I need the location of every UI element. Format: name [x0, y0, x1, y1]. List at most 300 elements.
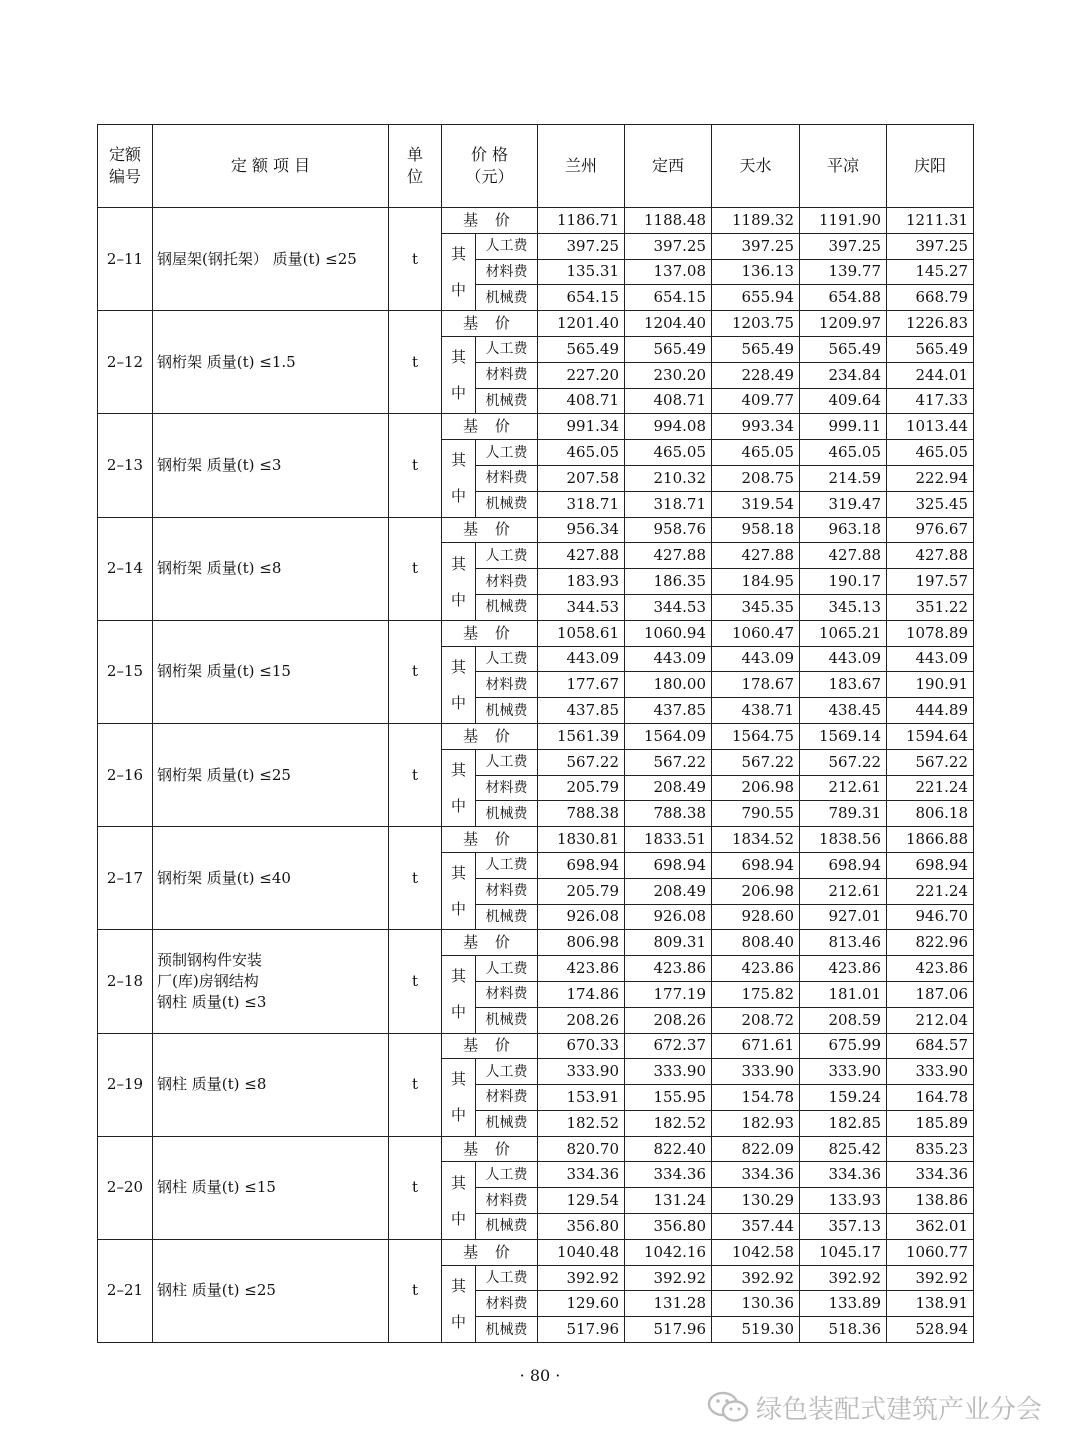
- material-cost-value: 187.06: [887, 981, 974, 1007]
- base-price-label: 基 价: [442, 827, 538, 853]
- base-price-value: 806.98: [538, 930, 625, 956]
- material-cost-value: 206.98: [712, 775, 800, 801]
- table-header-row: [98, 125, 974, 208]
- machine-cost-value: 438.45: [800, 698, 887, 724]
- labor-cost-value: 567.22: [800, 749, 887, 775]
- machine-cost-value: 351.22: [887, 594, 974, 620]
- labor-cost-value: 443.09: [625, 646, 712, 672]
- material-cost-value: 159.24: [800, 1085, 887, 1111]
- table-row: [98, 414, 974, 440]
- machine-cost-value: 345.13: [800, 594, 887, 620]
- labor-cost-value: 427.88: [887, 543, 974, 569]
- machine-cost-value: 319.47: [800, 491, 887, 517]
- base-price-value: 825.42: [800, 1136, 887, 1162]
- machine-cost-value: 927.01: [800, 904, 887, 930]
- wechat-icon: [706, 1390, 750, 1424]
- base-price-value: 1203.75: [712, 311, 800, 337]
- material-cost-value: 155.95: [625, 1085, 712, 1111]
- labor-cost-value: 392.92: [712, 1265, 800, 1291]
- labor-cost-value: 567.22: [712, 749, 800, 775]
- material-cost-value: 133.93: [800, 1188, 887, 1214]
- machine-cost-value: 408.71: [538, 388, 625, 414]
- base-price-value: 1058.61: [538, 620, 625, 646]
- header-unit: 单 位: [389, 125, 442, 208]
- quota-item-name-line: 钢桁架 质量(t) ≤40: [157, 868, 291, 887]
- base-price-label: 基 价: [442, 620, 538, 646]
- machine-cost-value: 926.08: [538, 904, 625, 930]
- material-cost-value: 190.91: [887, 672, 974, 698]
- quota-item-name-line: 钢屋架(钢托架） 质量(t) ≤25: [157, 249, 357, 268]
- quota-item-name-line: 厂(库)房钢结构: [157, 971, 259, 990]
- machine-cost-label: 机械费: [476, 388, 538, 414]
- labor-cost-value: 427.88: [538, 543, 625, 569]
- base-price-value: 956.34: [538, 517, 625, 543]
- quota-item-name: [153, 414, 389, 517]
- of-which-char: 中: [450, 693, 466, 712]
- labor-cost-value: 397.25: [887, 233, 974, 259]
- machine-cost-value: 344.53: [625, 594, 712, 620]
- labor-cost-value: 334.36: [538, 1162, 625, 1188]
- quota-code: 2–21: [98, 1239, 153, 1342]
- labor-cost-value: 334.36: [625, 1162, 712, 1188]
- material-cost-value: 186.35: [625, 569, 712, 595]
- machine-cost-value: 518.36: [800, 1317, 887, 1343]
- watermark-text: 绿色装配式建筑产业分会: [756, 1394, 1043, 1425]
- labor-cost-value: 392.92: [538, 1265, 625, 1291]
- machine-cost-label: 机械费: [476, 904, 538, 930]
- of-which-char: 其: [450, 864, 466, 883]
- base-price-value: 1045.17: [800, 1239, 887, 1265]
- base-price-value: 1830.81: [538, 827, 625, 853]
- machine-cost-value: 182.93: [712, 1110, 800, 1136]
- material-cost-value: 137.08: [625, 259, 712, 285]
- of-which-char: 其: [450, 1070, 466, 1089]
- quota-unit: t: [389, 827, 442, 930]
- labor-cost-value: 698.94: [800, 852, 887, 878]
- labor-cost-value: 423.86: [538, 956, 625, 982]
- base-price-value: 1191.90: [800, 208, 887, 234]
- labor-cost-value: 465.05: [800, 440, 887, 466]
- material-cost-value: 210.32: [625, 465, 712, 491]
- material-cost-value: 208.75: [712, 465, 800, 491]
- material-cost-label: 材料费: [476, 259, 538, 285]
- machine-cost-value: 654.88: [800, 285, 887, 311]
- quota-item-name-line: 预制钢构件安装: [157, 950, 263, 969]
- material-cost-value: 208.49: [625, 775, 712, 801]
- material-cost-value: 183.93: [538, 569, 625, 595]
- of-which-char: 中: [450, 280, 466, 299]
- labor-cost-value: 565.49: [625, 336, 712, 362]
- base-price-value: 1065.21: [800, 620, 887, 646]
- quota-item-name: [153, 827, 389, 930]
- material-cost-value: 177.67: [538, 672, 625, 698]
- machine-cost-value: 345.35: [712, 594, 800, 620]
- material-cost-value: 190.17: [800, 569, 887, 595]
- header-price: 价 格 （元）: [442, 125, 538, 208]
- labor-cost-value: 698.94: [887, 852, 974, 878]
- labor-cost-label: 人工费: [476, 956, 538, 982]
- material-cost-label: 材料费: [476, 569, 538, 595]
- labor-cost-label: 人工费: [476, 1162, 538, 1188]
- base-price-value: 1042.16: [625, 1239, 712, 1265]
- quota-code: 2–20: [98, 1136, 153, 1239]
- machine-cost-value: 362.01: [887, 1214, 974, 1240]
- material-cost-value: 206.98: [712, 878, 800, 904]
- of-which-label: [442, 233, 476, 310]
- base-price-value: 1564.09: [625, 723, 712, 749]
- material-cost-value: 197.57: [887, 569, 974, 595]
- base-price-value: 1013.44: [887, 414, 974, 440]
- labor-cost-value: 333.90: [887, 1059, 974, 1085]
- quota-code: 2–13: [98, 414, 153, 517]
- labor-cost-value: 392.92: [800, 1265, 887, 1291]
- labor-cost-label: 人工费: [476, 233, 538, 259]
- quota-item-name: [153, 930, 389, 1033]
- labor-cost-value: 423.86: [887, 956, 974, 982]
- material-cost-value: 205.79: [538, 878, 625, 904]
- quota-item-name-line: 钢柱 质量(t) ≤25: [157, 1281, 276, 1300]
- table-row: [98, 827, 974, 853]
- base-price-value: 813.46: [800, 930, 887, 956]
- base-price-value: 1226.83: [887, 311, 974, 337]
- labor-cost-value: 565.49: [800, 336, 887, 362]
- quota-item-name: [153, 1033, 389, 1136]
- of-which-char: 其: [450, 657, 466, 676]
- quota-item-name-line: 钢桁架 质量(t) ≤15: [157, 662, 291, 681]
- base-price-value: 671.61: [712, 1033, 800, 1059]
- machine-cost-value: 182.85: [800, 1110, 887, 1136]
- labor-cost-value: 443.09: [887, 646, 974, 672]
- material-cost-value: 212.61: [800, 878, 887, 904]
- base-price-value: 1078.89: [887, 620, 974, 646]
- labor-cost-value: 397.25: [538, 233, 625, 259]
- machine-cost-value: 356.80: [538, 1214, 625, 1240]
- material-cost-value: 222.94: [887, 465, 974, 491]
- quota-item-name: [153, 517, 389, 620]
- base-price-value: 993.34: [712, 414, 800, 440]
- base-price-label: 基 价: [442, 414, 538, 440]
- of-which-char: 中: [450, 384, 466, 403]
- of-which-char: 其: [450, 244, 466, 263]
- quota-item-name-line: 钢桁架 质量(t) ≤1.5: [157, 352, 296, 371]
- watermark: [706, 1390, 1042, 1424]
- machine-cost-label: 机械费: [476, 594, 538, 620]
- labor-cost-value: 392.92: [887, 1265, 974, 1291]
- machine-cost-value: 655.94: [712, 285, 800, 311]
- labor-cost-label: 人工费: [476, 440, 538, 466]
- machine-cost-value: 212.04: [887, 1007, 974, 1033]
- material-cost-value: 175.82: [712, 981, 800, 1007]
- quota-code: 2–16: [98, 723, 153, 826]
- machine-cost-label: 机械费: [476, 1214, 538, 1240]
- material-cost-label: 材料费: [476, 1188, 538, 1214]
- machine-cost-value: 444.89: [887, 698, 974, 724]
- machine-cost-value: 409.77: [712, 388, 800, 414]
- of-which-char: 中: [450, 900, 466, 919]
- machine-cost-value: 789.31: [800, 801, 887, 827]
- of-which-label: [442, 749, 476, 826]
- base-price-value: 684.57: [887, 1033, 974, 1059]
- machine-cost-value: 318.71: [538, 491, 625, 517]
- quota-item-name: [153, 311, 389, 414]
- base-price-value: 835.23: [887, 1136, 974, 1162]
- material-cost-value: 221.24: [887, 878, 974, 904]
- material-cost-value: 133.89: [800, 1291, 887, 1317]
- base-price-value: 670.33: [538, 1033, 625, 1059]
- labor-cost-value: 427.88: [625, 543, 712, 569]
- material-cost-value: 230.20: [625, 362, 712, 388]
- machine-cost-value: 319.54: [712, 491, 800, 517]
- base-price-value: 1209.97: [800, 311, 887, 337]
- of-which-char: 其: [450, 1173, 466, 1192]
- quota-unit: t: [389, 1136, 442, 1239]
- table-row: [98, 930, 974, 956]
- material-cost-value: 139.77: [800, 259, 887, 285]
- base-price-value: 1201.40: [538, 311, 625, 337]
- of-which-char: 其: [450, 554, 466, 573]
- quota-item-name: [153, 620, 389, 723]
- machine-cost-value: 208.26: [625, 1007, 712, 1033]
- labor-cost-label: 人工费: [476, 1265, 538, 1291]
- labor-cost-value: 465.05: [625, 440, 712, 466]
- material-cost-value: 138.86: [887, 1188, 974, 1214]
- machine-cost-label: 机械费: [476, 801, 538, 827]
- base-price-value: 1834.52: [712, 827, 800, 853]
- material-cost-value: 131.24: [625, 1188, 712, 1214]
- base-price-label: 基 价: [442, 1239, 538, 1265]
- machine-cost-value: 654.15: [625, 285, 712, 311]
- labor-cost-value: 334.36: [712, 1162, 800, 1188]
- machine-cost-value: 946.70: [887, 904, 974, 930]
- quota-item-name-line: 钢桁架 质量(t) ≤8: [157, 559, 282, 578]
- machine-cost-value: 208.59: [800, 1007, 887, 1033]
- labor-cost-value: 334.36: [800, 1162, 887, 1188]
- header-city: 定西: [625, 125, 712, 208]
- labor-cost-value: 397.25: [625, 233, 712, 259]
- of-which-char: 其: [450, 760, 466, 779]
- quota-item-name: [153, 208, 389, 311]
- quota-code: 2–19: [98, 1033, 153, 1136]
- base-price-value: 1833.51: [625, 827, 712, 853]
- of-which-label: [442, 336, 476, 413]
- machine-cost-value: 408.71: [625, 388, 712, 414]
- of-which-char: 其: [450, 967, 466, 986]
- base-price-label: 基 价: [442, 1033, 538, 1059]
- of-which-label: [442, 852, 476, 929]
- material-cost-label: 材料费: [476, 1085, 538, 1111]
- quota-code: 2–15: [98, 620, 153, 723]
- header-city: 兰州: [538, 125, 625, 208]
- material-cost-value: 129.54: [538, 1188, 625, 1214]
- base-price-value: 1186.71: [538, 208, 625, 234]
- material-cost-value: 136.13: [712, 259, 800, 285]
- of-which-char: 其: [450, 451, 466, 470]
- machine-cost-value: 519.30: [712, 1317, 800, 1343]
- labor-cost-value: 427.88: [800, 543, 887, 569]
- base-price-value: 1211.31: [887, 208, 974, 234]
- of-which-char: 其: [450, 1276, 466, 1295]
- base-price-value: 1569.14: [800, 723, 887, 749]
- material-cost-value: 183.67: [800, 672, 887, 698]
- material-cost-value: 130.29: [712, 1188, 800, 1214]
- base-price-value: 1564.75: [712, 723, 800, 749]
- quota-unit: t: [389, 930, 442, 1033]
- quota-price-table: [97, 124, 974, 1343]
- table-row: [98, 723, 974, 749]
- machine-cost-value: 668.79: [887, 285, 974, 311]
- base-price-value: 809.31: [625, 930, 712, 956]
- header-city: 平凉: [800, 125, 887, 208]
- material-cost-value: 227.20: [538, 362, 625, 388]
- machine-cost-label: 机械费: [476, 491, 538, 517]
- machine-cost-label: 机械费: [476, 285, 538, 311]
- machine-cost-value: 437.85: [538, 698, 625, 724]
- machine-cost-label: 机械费: [476, 698, 538, 724]
- machine-cost-value: 182.52: [538, 1110, 625, 1136]
- material-cost-label: 材料费: [476, 362, 538, 388]
- header-code: 定额 编号: [98, 125, 153, 208]
- base-price-label: 基 价: [442, 930, 538, 956]
- quota-unit: t: [389, 414, 442, 517]
- base-price-label: 基 价: [442, 517, 538, 543]
- material-cost-value: 131.28: [625, 1291, 712, 1317]
- labor-cost-value: 567.22: [625, 749, 712, 775]
- of-which-char: 中: [450, 796, 466, 815]
- quota-unit: t: [389, 723, 442, 826]
- machine-cost-label: 机械费: [476, 1110, 538, 1136]
- labor-cost-label: 人工费: [476, 749, 538, 775]
- quota-unit: t: [389, 517, 442, 620]
- base-price-value: 958.18: [712, 517, 800, 543]
- base-price-value: 822.96: [887, 930, 974, 956]
- quota-code: 2–14: [98, 517, 153, 620]
- labor-cost-value: 397.25: [712, 233, 800, 259]
- material-cost-value: 180.00: [625, 672, 712, 698]
- labor-cost-value: 333.90: [625, 1059, 712, 1085]
- machine-cost-value: 654.15: [538, 285, 625, 311]
- base-price-value: 1866.88: [887, 827, 974, 853]
- labor-cost-value: 565.49: [538, 336, 625, 362]
- base-price-value: 1042.58: [712, 1239, 800, 1265]
- table-row: [98, 208, 974, 234]
- table-row: [98, 620, 974, 646]
- base-price-value: 1060.94: [625, 620, 712, 646]
- material-cost-value: 234.84: [800, 362, 887, 388]
- labor-cost-label: 人工费: [476, 336, 538, 362]
- labor-cost-value: 465.05: [712, 440, 800, 466]
- material-cost-value: 228.49: [712, 362, 800, 388]
- material-cost-label: 材料费: [476, 981, 538, 1007]
- of-which-char: 中: [450, 1209, 466, 1228]
- labor-cost-value: 698.94: [625, 852, 712, 878]
- base-price-value: 1060.77: [887, 1239, 974, 1265]
- of-which-label: [442, 1265, 476, 1342]
- base-price-value: 958.76: [625, 517, 712, 543]
- machine-cost-value: 788.38: [625, 801, 712, 827]
- machine-cost-value: 417.33: [887, 388, 974, 414]
- material-cost-value: 205.79: [538, 775, 625, 801]
- material-cost-label: 材料费: [476, 878, 538, 904]
- base-price-value: 1838.56: [800, 827, 887, 853]
- material-cost-label: 材料费: [476, 1291, 538, 1317]
- base-price-value: 991.34: [538, 414, 625, 440]
- of-which-label: [442, 646, 476, 723]
- quota-code: 2–11: [98, 208, 153, 311]
- table-row: [98, 1239, 974, 1265]
- labor-cost-value: 465.05: [538, 440, 625, 466]
- table-row: [98, 1136, 974, 1162]
- quota-unit: t: [389, 1033, 442, 1136]
- base-price-value: 822.09: [712, 1136, 800, 1162]
- labor-cost-value: 465.05: [887, 440, 974, 466]
- base-price-value: 808.40: [712, 930, 800, 956]
- labor-cost-label: 人工费: [476, 646, 538, 672]
- of-which-label: [442, 440, 476, 517]
- material-cost-value: 138.91: [887, 1291, 974, 1317]
- labor-cost-value: 443.09: [800, 646, 887, 672]
- labor-cost-value: 567.22: [887, 749, 974, 775]
- machine-cost-value: 788.38: [538, 801, 625, 827]
- machine-cost-value: 517.96: [538, 1317, 625, 1343]
- machine-cost-value: 926.08: [625, 904, 712, 930]
- machine-cost-label: 机械费: [476, 1007, 538, 1033]
- labor-cost-value: 334.36: [887, 1162, 974, 1188]
- of-which-char: 中: [450, 1312, 466, 1331]
- labor-cost-value: 443.09: [712, 646, 800, 672]
- machine-cost-value: 409.64: [800, 388, 887, 414]
- quota-item-name-line: 钢柱 质量(t) ≤15: [157, 1178, 276, 1197]
- material-cost-value: 164.78: [887, 1085, 974, 1111]
- labor-cost-value: 427.88: [712, 543, 800, 569]
- material-cost-value: 221.24: [887, 775, 974, 801]
- page-number: · 80 ·: [519, 1366, 561, 1385]
- table-row: [98, 517, 974, 543]
- material-cost-label: 材料费: [476, 775, 538, 801]
- base-price-value: 1594.64: [887, 723, 974, 749]
- machine-cost-value: 208.72: [712, 1007, 800, 1033]
- material-cost-value: 244.01: [887, 362, 974, 388]
- quota-unit: t: [389, 620, 442, 723]
- of-which-label: [442, 1059, 476, 1136]
- quota-code: 2–17: [98, 827, 153, 930]
- labor-cost-value: 565.49: [712, 336, 800, 362]
- machine-cost-label: 机械费: [476, 1317, 538, 1343]
- quota-item-name-line: 钢桁架 质量(t) ≤3: [157, 455, 282, 474]
- machine-cost-value: 325.45: [887, 491, 974, 517]
- base-price-value: 675.99: [800, 1033, 887, 1059]
- header-city: 天水: [712, 125, 800, 208]
- base-price-value: 820.70: [538, 1136, 625, 1162]
- base-price-value: 1561.39: [538, 723, 625, 749]
- quota-code: 2–18: [98, 930, 153, 1033]
- machine-cost-value: 790.55: [712, 801, 800, 827]
- of-which-char: 中: [450, 1106, 466, 1125]
- quota-item-name-line: 钢柱 质量(t) ≤3: [157, 992, 267, 1011]
- quota-item-name-line: 钢柱 质量(t) ≤8: [157, 1075, 267, 1094]
- material-cost-value: 207.58: [538, 465, 625, 491]
- of-which-label: [442, 1162, 476, 1239]
- machine-cost-value: 356.80: [625, 1214, 712, 1240]
- machine-cost-value: 182.52: [625, 1110, 712, 1136]
- quota-unit: t: [389, 1239, 442, 1342]
- labor-cost-value: 333.90: [712, 1059, 800, 1085]
- base-price-value: 1060.47: [712, 620, 800, 646]
- base-price-value: 822.40: [625, 1136, 712, 1162]
- machine-cost-value: 318.71: [625, 491, 712, 517]
- material-cost-value: 154.78: [712, 1085, 800, 1111]
- labor-cost-value: 333.90: [800, 1059, 887, 1085]
- labor-cost-value: 698.94: [538, 852, 625, 878]
